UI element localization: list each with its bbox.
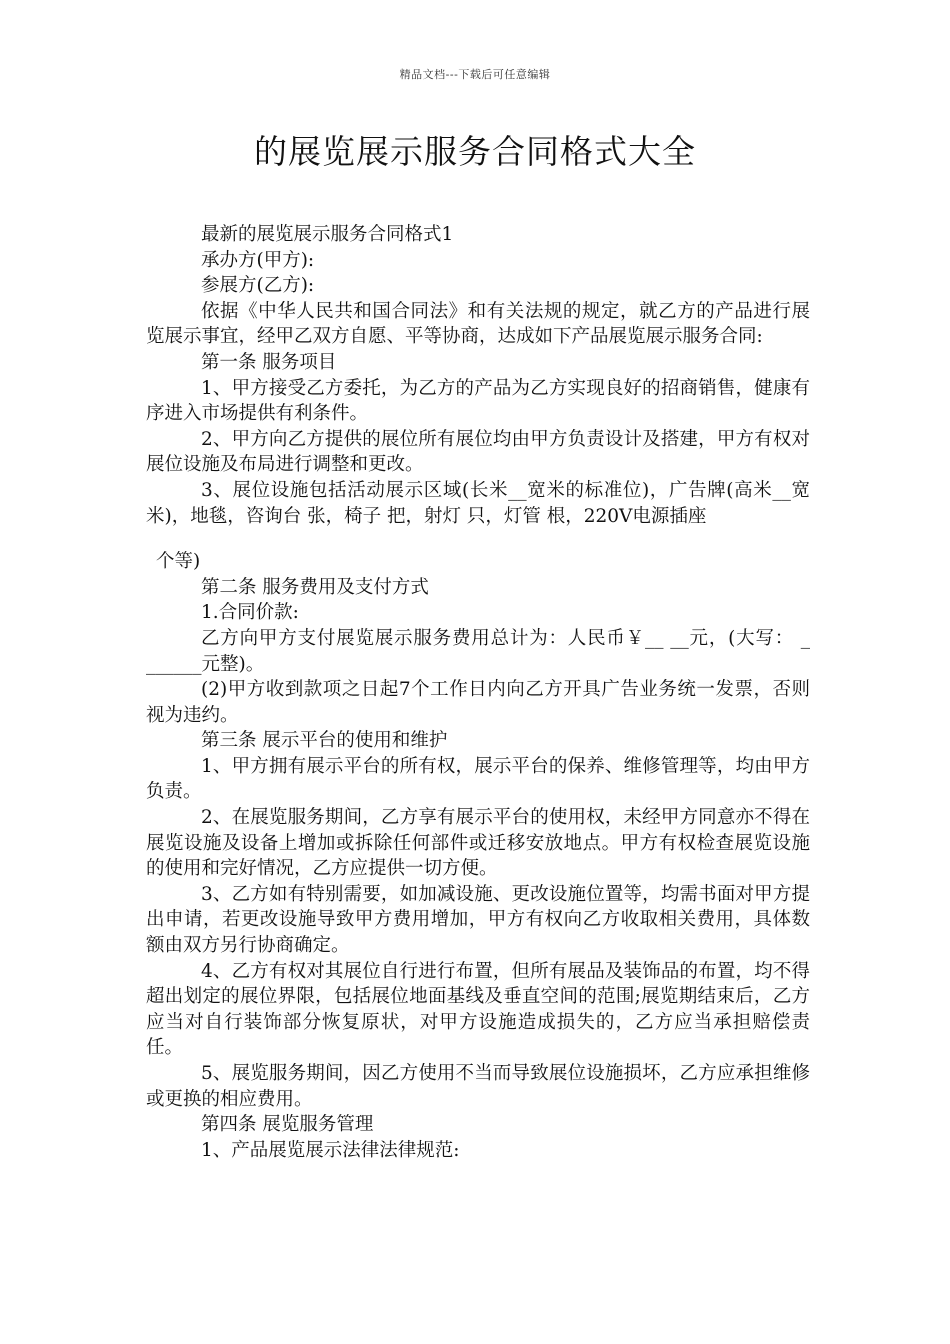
paragraph: 承办方(甲方): (201, 249, 315, 271)
paragraph: 1、甲方接受乙方委托，为乙方的产品为乙方实现良好的招商销售，健康有序进入市场提供有利条件。 (146, 377, 810, 425)
paragraph: 1.合同价款: (201, 602, 299, 624)
paragraph: 2、在展览服务期间，乙方享有展示平台的使用权，未经甲方同意亦不得在展览设施及设备上增加或拆除任何部件或迁移安放地点。甲方有权检查展览设施的使用和完好情况，乙方应提供一切方便。 (146, 807, 810, 880)
paragraph: 4、乙方有权对其展位自行进行布置，但所有展品及装饰品的布置，均不得超出划定的展位界限，包括展位地面基线及垂直空间的范围;展览期结束后，乙方应当对自行装饰部分恢复原状，对甲方设施造成损失的，乙方应当承担赔偿责任。 (146, 960, 810, 1059)
paragraph: 最新的展览展示服务合同格式1 (201, 224, 454, 245)
document-title: 的展览展示服务合同格式大全 (254, 132, 696, 171)
paragraph: 乙方向甲方支付展览展示服务费用总计为：人民币￥__ __元，(大写： _ ______元整)。 (146, 627, 810, 675)
section-heading: 第一条 服务项目 (201, 351, 337, 373)
page-header: 精品文档---下载后可任意编辑 (399, 68, 551, 81)
paragraph: 3、展位设施包括活动展示区域(长米__宽米的标准位)，广告牌(高米__宽 米)，地毯，咨询台 张，椅子 把，射灯 只，灯管 根，220V电源插座 (146, 479, 810, 527)
paragraph: 1、产品展览展示法律法律规范: (201, 1139, 460, 1161)
paragraph: 依据《中华人民共和国合同法》和有关法规的规定，就乙方的产品进行展览展示事宜，经甲乙双方自愿、平等协商，达成如下产品展览展示服务合同: (146, 300, 810, 348)
section-heading: 第三条 展示平台的使用和维护 (201, 730, 448, 752)
section-heading: 第四条 展览服务管理 (201, 1114, 374, 1136)
paragraph: 参展方(乙方): (201, 275, 315, 297)
paragraph: 5、展览服务期间，因乙方使用不当而导致展位设施损坏，乙方应承担维修或更换的相应费用。 (146, 1063, 810, 1110)
document-body (146, 222, 810, 1163)
paragraph: 3、乙方如有特别需要，如加减设施、更改设施位置等，均需书面对甲方提出申请，若更改设施导致甲方费用增加，甲方有权向乙方收取相关费用，具体数额由双方另行协商确定。 (146, 883, 810, 957)
paragraph: 2、甲方向乙方提供的展位所有展位均由甲方负责设计及搭建，甲方有权对展位设施及布局进行调整和更改。 (146, 428, 810, 476)
section-heading: 第二条 服务费用及支付方式 (201, 576, 429, 598)
paragraph: (2)甲方收到款项之日起7个工作日内向乙方开具广告业务统一发票，否则视为违约。 (146, 679, 810, 726)
paragraph: 个等) (156, 551, 201, 573)
paragraph: 1、甲方拥有展示平台的所有权，展示平台的保养、维修管理等，均由甲方负责。 (146, 755, 810, 803)
